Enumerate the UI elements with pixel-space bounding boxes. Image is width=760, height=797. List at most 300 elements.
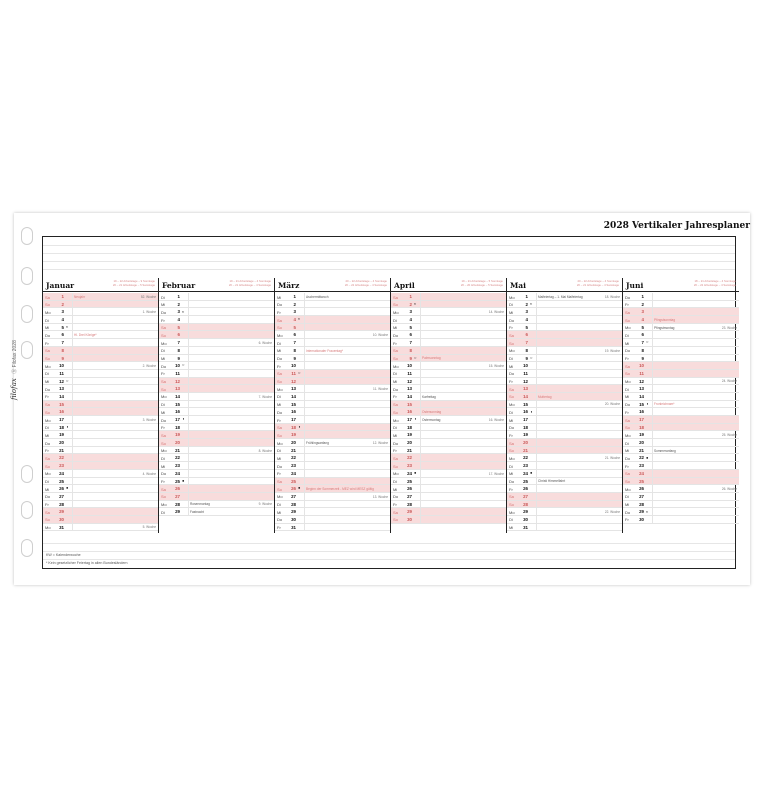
day-row[interactable] [507,339,622,347]
day-row[interactable] [391,478,506,486]
day-row[interactable] [43,447,158,455]
day-row[interactable] [507,485,622,493]
day-divider [304,416,305,423]
day-number: 19 [291,432,296,438]
day-divider [536,501,537,508]
day-row[interactable] [623,447,739,455]
weekday-label: Fr [509,432,513,438]
day-divider [72,485,73,492]
day-row[interactable] [507,439,622,447]
weekday-label: Sa [509,386,514,392]
month-name: Januar [46,281,75,290]
day-number: 9 [293,355,296,361]
day-row[interactable] [275,324,390,332]
day-divider [188,355,189,362]
day-event: Muttertag [538,394,552,399]
day-row[interactable] [507,416,622,424]
day-divider [420,431,421,438]
day-row[interactable] [43,362,158,370]
weekday-label: Mo [509,402,515,408]
day-row[interactable] [275,316,390,324]
weekday-label: Sa [625,363,630,369]
day-divider [652,347,653,354]
day-row[interactable] [391,370,506,378]
day-row[interactable] [159,393,274,401]
day-row[interactable] [623,516,739,524]
day-row[interactable] [43,424,158,432]
day-divider [652,316,653,323]
day-divider [652,424,653,431]
day-row[interactable] [43,339,158,347]
day-row[interactable] [391,308,506,316]
day-row[interactable] [275,301,390,309]
day-row[interactable] [43,439,158,447]
day-divider [72,331,73,338]
day-row[interactable] [391,508,506,516]
weekday-label: Mi [625,340,630,346]
day-row[interactable] [623,324,739,332]
weekday-label: Fr [625,302,629,308]
day-event: Ostersonntag [422,410,442,415]
day-row[interactable] [159,501,274,509]
day-number: 17 [407,417,412,422]
day-row[interactable] [159,424,274,432]
weekday-label: Mi [277,402,282,408]
day-row[interactable] [43,462,158,470]
day-row[interactable] [275,416,390,424]
day-row[interactable] [391,347,506,355]
day-row[interactable] [159,324,274,332]
day-row[interactable] [43,308,158,316]
day-row[interactable] [159,408,274,416]
day-row[interactable] [275,493,390,501]
day-number: 23 [291,463,296,469]
day-row[interactable] [275,501,390,509]
day-divider [72,370,73,377]
day-number: 23 [407,463,412,469]
day-row[interactable] [623,431,739,439]
day-row[interactable] [159,493,274,501]
brand-subtitle: Ⓡ Filofax 2028 [12,340,18,374]
day-row[interactable] [391,454,506,462]
day-row[interactable] [159,293,274,301]
day-row[interactable] [623,347,739,355]
day-number: 11 [175,370,180,376]
day-divider [536,378,537,385]
day-row[interactable] [623,462,739,470]
day-row[interactable] [623,485,739,493]
day-row[interactable] [391,401,506,409]
day-row[interactable] [275,470,390,478]
day-row[interactable] [623,408,739,416]
day-row[interactable] [275,478,390,486]
day-row[interactable] [275,347,390,355]
day-row[interactable] [43,355,158,363]
day-divider [536,470,537,477]
day-number: 11 [523,370,528,376]
day-row[interactable] [391,316,506,324]
day-number: 8 [293,347,296,353]
day-row[interactable] [275,431,390,439]
day-number: 18 [291,424,296,430]
day-row[interactable] [159,339,274,347]
day-row[interactable] [159,416,274,424]
day-number: 9 [641,355,644,361]
day-row[interactable] [391,362,506,370]
day-row[interactable] [623,454,739,462]
day-divider [188,339,189,346]
day-row[interactable] [159,478,274,486]
day-row[interactable] [507,385,622,393]
day-row[interactable] [507,308,622,316]
day-divider [536,339,537,346]
day-divider [536,385,537,392]
day-event: Neujahr [74,294,86,299]
day-row[interactable] [507,516,622,524]
day-row[interactable] [159,308,274,316]
day-row[interactable] [159,485,274,493]
day-row[interactable] [43,478,158,486]
week-number: 2. Woche [142,363,156,368]
day-row[interactable] [275,439,390,447]
day-row[interactable] [275,454,390,462]
day-number: 7 [61,340,64,346]
day-row[interactable] [43,385,158,393]
day-row[interactable] [507,401,622,409]
day-row[interactable] [159,431,274,439]
day-row[interactable] [159,301,274,309]
day-row[interactable] [275,508,390,516]
day-number: 11 [639,370,644,376]
day-row[interactable] [275,355,390,363]
day-row[interactable] [391,516,506,524]
day-divider [304,493,305,500]
day-row[interactable] [391,408,506,416]
moon-phase-icon: ◐ [182,308,185,314]
week-number: 5. Woche [142,525,156,530]
day-row[interactable] [159,362,274,370]
day-number: 29 [175,509,180,515]
day-number: 20 [175,440,180,446]
day-number: 16 [407,409,412,415]
weekday-label: Sa [277,371,282,377]
month-name: Juni [626,281,644,290]
day-row[interactable] [507,478,622,486]
day-row[interactable] [275,447,390,455]
day-divider [420,293,421,300]
day-row[interactable] [507,524,622,532]
day-divider [652,447,653,454]
day-row[interactable] [623,493,739,501]
day-row[interactable] [275,385,390,393]
day-divider [652,485,653,492]
month-name: April [394,281,415,290]
day-row[interactable] [507,301,622,309]
day-number: 26 [59,486,64,492]
day-row[interactable] [507,362,622,370]
day-row[interactable] [43,508,158,516]
day-divider [72,324,73,331]
day-row[interactable] [159,401,274,409]
workday-note-line: 20 – 22 Arbeitstage – 4 Sonntage [345,279,387,283]
day-row[interactable] [159,385,274,393]
day-row[interactable] [43,331,158,339]
day-row[interactable] [623,424,739,432]
day-row[interactable] [507,447,622,455]
month-header [275,278,390,292]
day-row[interactable] [391,385,506,393]
day-row[interactable] [43,316,158,324]
weekday-label: Fr [45,394,49,400]
day-row[interactable] [507,470,622,478]
day-row[interactable] [391,393,506,401]
day-row[interactable] [275,362,390,370]
day-number: 1 [409,294,412,299]
day-row[interactable] [391,493,506,501]
day-row[interactable] [507,493,622,501]
weekday-label: Mi [45,486,50,492]
weekday-label: Fr [161,425,165,431]
day-row[interactable] [623,478,739,486]
day-row[interactable] [507,408,622,416]
day-divider [304,355,305,362]
day-row[interactable] [507,393,622,401]
day-row[interactable] [391,424,506,432]
weekday-label: Do [45,332,51,338]
day-row[interactable] [391,431,506,439]
day-row[interactable] [507,293,622,301]
day-row[interactable] [507,454,622,462]
day-row[interactable] [43,416,158,424]
day-row[interactable] [275,370,390,378]
day-row[interactable] [275,339,390,347]
day-row[interactable] [43,370,158,378]
day-row[interactable] [159,370,274,378]
day-row[interactable] [43,347,158,355]
day-row[interactable] [391,355,506,363]
day-row[interactable] [391,324,506,332]
day-number: 11 [407,370,412,376]
day-number: 26 [639,486,644,492]
day-row[interactable] [623,508,739,516]
weekday-label: Do [161,417,167,423]
day-divider [420,393,421,400]
weekday-label: Sa [161,432,166,438]
day-divider [420,362,421,369]
day-row[interactable] [623,393,739,401]
day-divider [304,478,305,485]
day-row[interactable] [43,301,158,309]
day-row[interactable] [275,485,390,493]
day-row[interactable] [43,324,158,332]
day-row[interactable] [507,370,622,378]
day-row[interactable] [275,393,390,401]
day-number: 25 [175,478,180,484]
day-row[interactable] [507,378,622,386]
weekday-label: Fr [277,363,281,369]
day-row[interactable] [507,324,622,332]
day-row[interactable] [275,401,390,409]
day-row[interactable] [391,331,506,339]
day-row[interactable] [43,516,158,524]
day-number: 1 [293,294,296,299]
week-number: 7. Woche [258,394,272,399]
day-row[interactable] [507,501,622,509]
day-row[interactable] [43,485,158,493]
day-number: 5 [61,324,64,330]
day-divider [188,485,189,492]
day-divider [536,408,537,415]
day-row[interactable] [275,308,390,316]
day-row[interactable] [623,293,739,301]
day-number: 30 [291,516,296,522]
day-row[interactable] [159,378,274,386]
day-row[interactable] [623,362,739,370]
day-row[interactable] [391,470,506,478]
day-row[interactable] [623,301,739,309]
weekday-label: Do [277,463,283,469]
day-number: 10 [523,363,528,369]
month-column [43,278,159,533]
day-divider [536,355,537,362]
day-row[interactable] [507,508,622,516]
day-row[interactable] [623,401,739,409]
day-row[interactable] [507,347,622,355]
day-row[interactable] [159,454,274,462]
day-row[interactable] [43,431,158,439]
day-row[interactable] [43,524,158,532]
day-row[interactable] [623,316,739,324]
day-row[interactable] [159,439,274,447]
day-row[interactable] [391,416,506,424]
day-row[interactable] [43,408,158,416]
day-row[interactable] [275,524,390,532]
day-row[interactable] [623,331,739,339]
day-row[interactable] [275,462,390,470]
day-row[interactable] [507,462,622,470]
day-row[interactable] [391,447,506,455]
day-row[interactable] [623,470,739,478]
day-row[interactable] [43,454,158,462]
day-divider [72,393,73,400]
day-row[interactable] [159,355,274,363]
day-row[interactable] [623,416,739,424]
day-row[interactable] [43,401,158,409]
day-row[interactable] [391,293,506,301]
day-divider [188,478,189,485]
day-row[interactable] [43,393,158,401]
day-row[interactable] [623,370,739,378]
moon-phase-icon: ○ [530,354,533,360]
day-number: 8 [641,347,644,353]
weekday-label: Do [625,455,631,461]
day-row[interactable] [159,462,274,470]
workday-note-line: 19 – 22 Arbeitstage – 9 Sonntage [113,279,155,283]
day-number: 16 [59,409,64,415]
day-row[interactable] [159,447,274,455]
day-number: 28 [59,501,64,507]
day-row[interactable] [623,501,739,509]
weekday-label: So [625,371,630,377]
weekday-label: So [161,386,166,392]
day-row[interactable] [275,424,390,432]
weekday-label: So [509,502,514,508]
day-row[interactable] [159,316,274,324]
day-row[interactable] [159,470,274,478]
day-row[interactable] [159,331,274,339]
day-row[interactable] [623,339,739,347]
day-number: 9 [61,355,64,361]
week-number: 26. Woche [721,486,737,491]
day-row[interactable] [623,378,739,386]
day-row[interactable] [391,462,506,470]
day-divider [304,501,305,508]
day-number: 2 [177,301,180,307]
weekday-label: Fr [393,394,397,400]
day-divider [188,385,189,392]
day-row[interactable] [623,439,739,447]
day-divider [420,347,421,354]
weekday-label: Mi [393,379,398,385]
weekday-label: Do [509,371,515,377]
weekday-label: Mo [161,394,167,400]
day-divider [72,316,73,323]
day-row[interactable] [43,501,158,509]
day-row[interactable] [43,493,158,501]
day-row[interactable] [43,470,158,478]
day-row[interactable] [507,431,622,439]
day-number: 13 [59,386,64,392]
day-row[interactable] [507,355,622,363]
planner-frame [42,236,736,569]
day-number: 22 [407,455,412,461]
day-number: 2 [293,301,296,307]
note-line [43,253,735,254]
day-row[interactable] [391,339,506,347]
day-row[interactable] [507,424,622,432]
day-row[interactable] [159,347,274,355]
day-row[interactable] [507,316,622,324]
day-row[interactable] [275,516,390,524]
weekday-label: Fr [393,502,397,508]
day-row[interactable] [623,355,739,363]
day-row[interactable] [507,331,622,339]
moon-phase-icon: ◑ [414,416,417,422]
workday-note-line: 20 – 22 Arbeitstage – 4 Sonntage [577,279,619,283]
day-number: 18 [175,424,180,430]
weekday-label: Di [45,479,49,484]
day-divider [304,385,305,392]
day-row[interactable] [623,308,739,316]
day-event: Rosenmontag [190,502,210,507]
day-row[interactable] [275,331,390,339]
day-row[interactable] [43,378,158,386]
day-row[interactable] [159,508,274,516]
day-row[interactable] [275,408,390,416]
day-row[interactable] [43,293,158,301]
day-row[interactable] [391,301,506,309]
day-row[interactable] [391,501,506,509]
day-row[interactable] [391,485,506,493]
day-row[interactable] [623,385,739,393]
day-event: Beginn der Sommerzeit - MEZ wird MESZ gültig [306,486,374,491]
day-divider [72,501,73,508]
day-row[interactable] [391,378,506,386]
day-row[interactable] [275,378,390,386]
day-row[interactable] [391,439,506,447]
day-row[interactable] [275,293,390,301]
month-header [391,278,506,292]
